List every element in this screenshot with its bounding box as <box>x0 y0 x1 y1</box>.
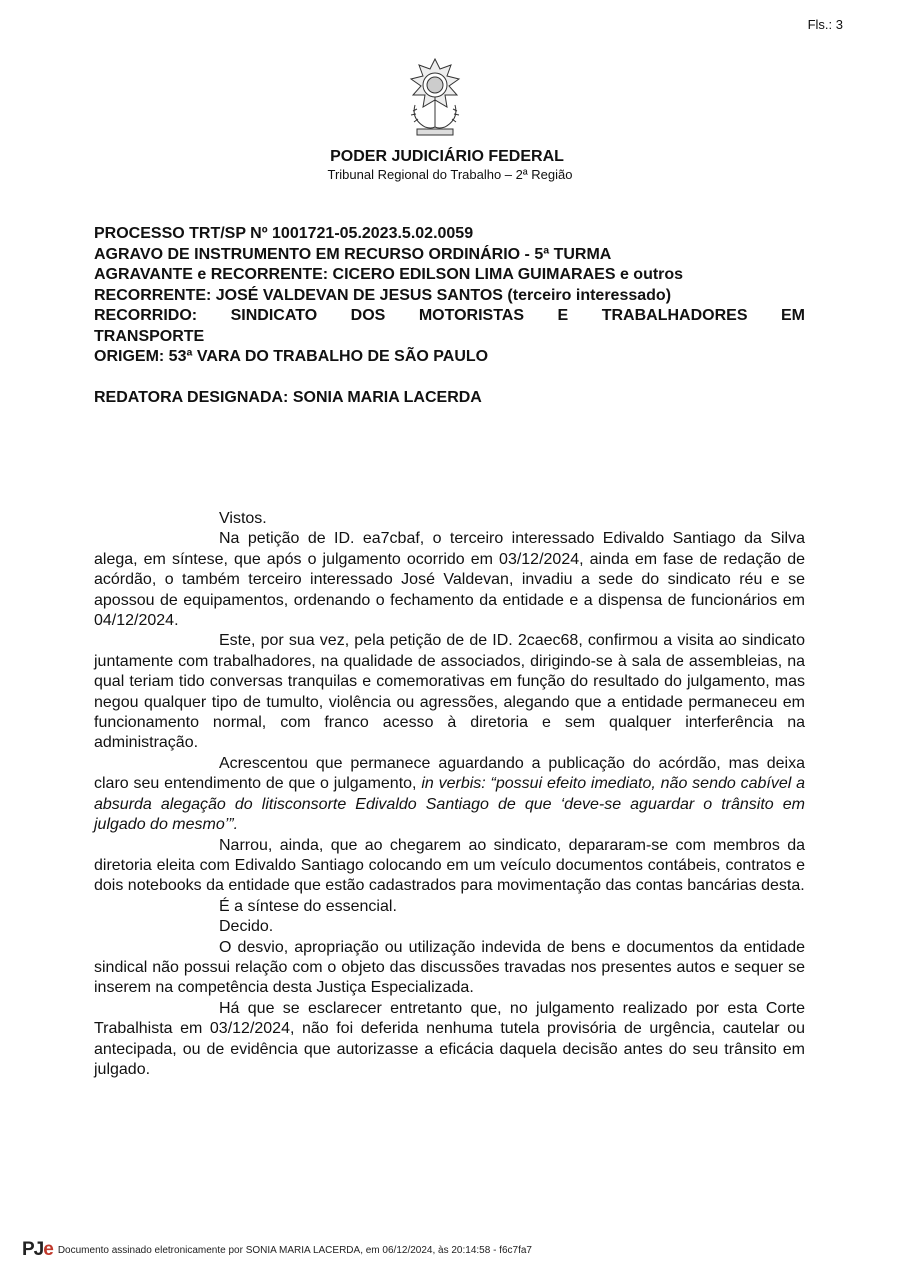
paragraph: O desvio, apropriação ou utilização indevida de bens e documentos da entidade sindical não possui relação com o objeto das discussões travadas nos presentes autos e sequer se inserem na competência desta Justiça Especializada. <box>94 938 805 997</box>
case-number: PROCESSO TRT/SP Nº 1001721-05.2023.5.02.0059 <box>94 225 474 242</box>
coat-of-arms-icon <box>405 57 465 139</box>
rapporteur: REDATORA DESIGNADA: SONIA MARIA LACERDA <box>94 388 482 406</box>
paragraph: Na petição de ID. ea7cbaf, o terceiro interessado Edivaldo Santiago da Silva alega, em síntese, que após o julgamento ocorrido em 03/12/2024, ainda em fase de redação de acórdão, o também terceiro interessado José Valdevan, invadiu a sede do sindicato réu e se apossou de equipamentos, ordenando o fechamento da entidade e a dispensa de funcionários em 04/12/2024. <box>94 530 805 630</box>
case-type: AGRAVO DE INSTRUMENTO EM RECURSO ORDINÁRIO - 5ª TURMA <box>94 245 612 263</box>
pje-logo: PJe <box>22 1239 53 1260</box>
appellant-2: RECORRENTE: JOSÉ VALDEVAN DE JESUS SANTOS (terceiro interessado) <box>94 286 672 304</box>
paragraph: Narrou, ainda, que ao chegarem ao sindicato, depararam-se com membros da diretoria eleita com Edivaldo Santiago colocando em um veículo documentos contábeis, contratos e dois notebooks da entidade que estão cadastrados para movimentação das contas bancárias desta. <box>94 836 805 895</box>
appellant: AGRAVANTE e RECORRENTE: CICERO EDILSON LIMA GUIMARAES e outros <box>94 266 684 283</box>
signature-footer <box>22 1239 532 1261</box>
paragraph: É a síntese do essencial. <box>219 897 397 915</box>
paragraph: Decido. <box>219 918 274 936</box>
decision-body <box>94 509 805 1080</box>
respondent: RECORRIDO: SINDICATO DOS MOTORISTAS E TRABALHADORES EM <box>94 307 805 324</box>
case-header <box>94 224 805 408</box>
paragraph: Há que se esclarecer entretanto que, no julgamento realizado por esta Corte Trabalhista em 03/12/2024, não foi deferida nenhuma tutela provisória de urgência, cautelar ou antecipada, ou de evidência que autorizasse a eficácia daquela decisão antes do seu trânsito em julgado. <box>94 999 805 1078</box>
respondent-cont: TRANSPORTE <box>94 327 205 345</box>
page-number: Fls.: 3 <box>807 17 843 32</box>
signature-text: Documento assinado eletronicamente por SONIA MARIA LACERDA, em 06/12/2024, às 20:14:58 - f6c7fa7 <box>57 1244 532 1256</box>
court-title: PODER JUDICIÁRIO FEDERAL <box>330 148 564 165</box>
paragraph: Vistos. <box>219 510 267 527</box>
court-subtitle: Tribunal Regional do Trabalho – 2ª Região <box>327 167 573 182</box>
paragraph: Este, por sua vez, pela petição de de ID. 2caec68, confirmou a visita ao sindicato juntamente com trabalhadores, na qualidade de associados, dirigindo-se à sala de assembleias, na qual teriam tido conversas tranquilas e comemorativas em função do resultado do julgamento, mas negou qualquer tipo de tumulto, violência ou agressões, alegando que a entidade permaneceu em funcionamento normal, com franco acesso à diretoria e sem qualquer interferência na administração. <box>94 632 805 752</box>
origin: ORIGEM: 53ª VARA DO TRABALHO DE SÃO PAULO <box>94 348 489 365</box>
paragraph: Acrescentou que permanece aguardando a publicação do acórdão, mas deixa claro seu entendimento de que o julgamento, in verbis: “possui efeito imediato, não sendo cabível a absurda alegação do litisconsorte Edivaldo Santiago de que ‘deve-se aguardar o trânsito em julgado do mesmo’”. <box>94 754 806 834</box>
